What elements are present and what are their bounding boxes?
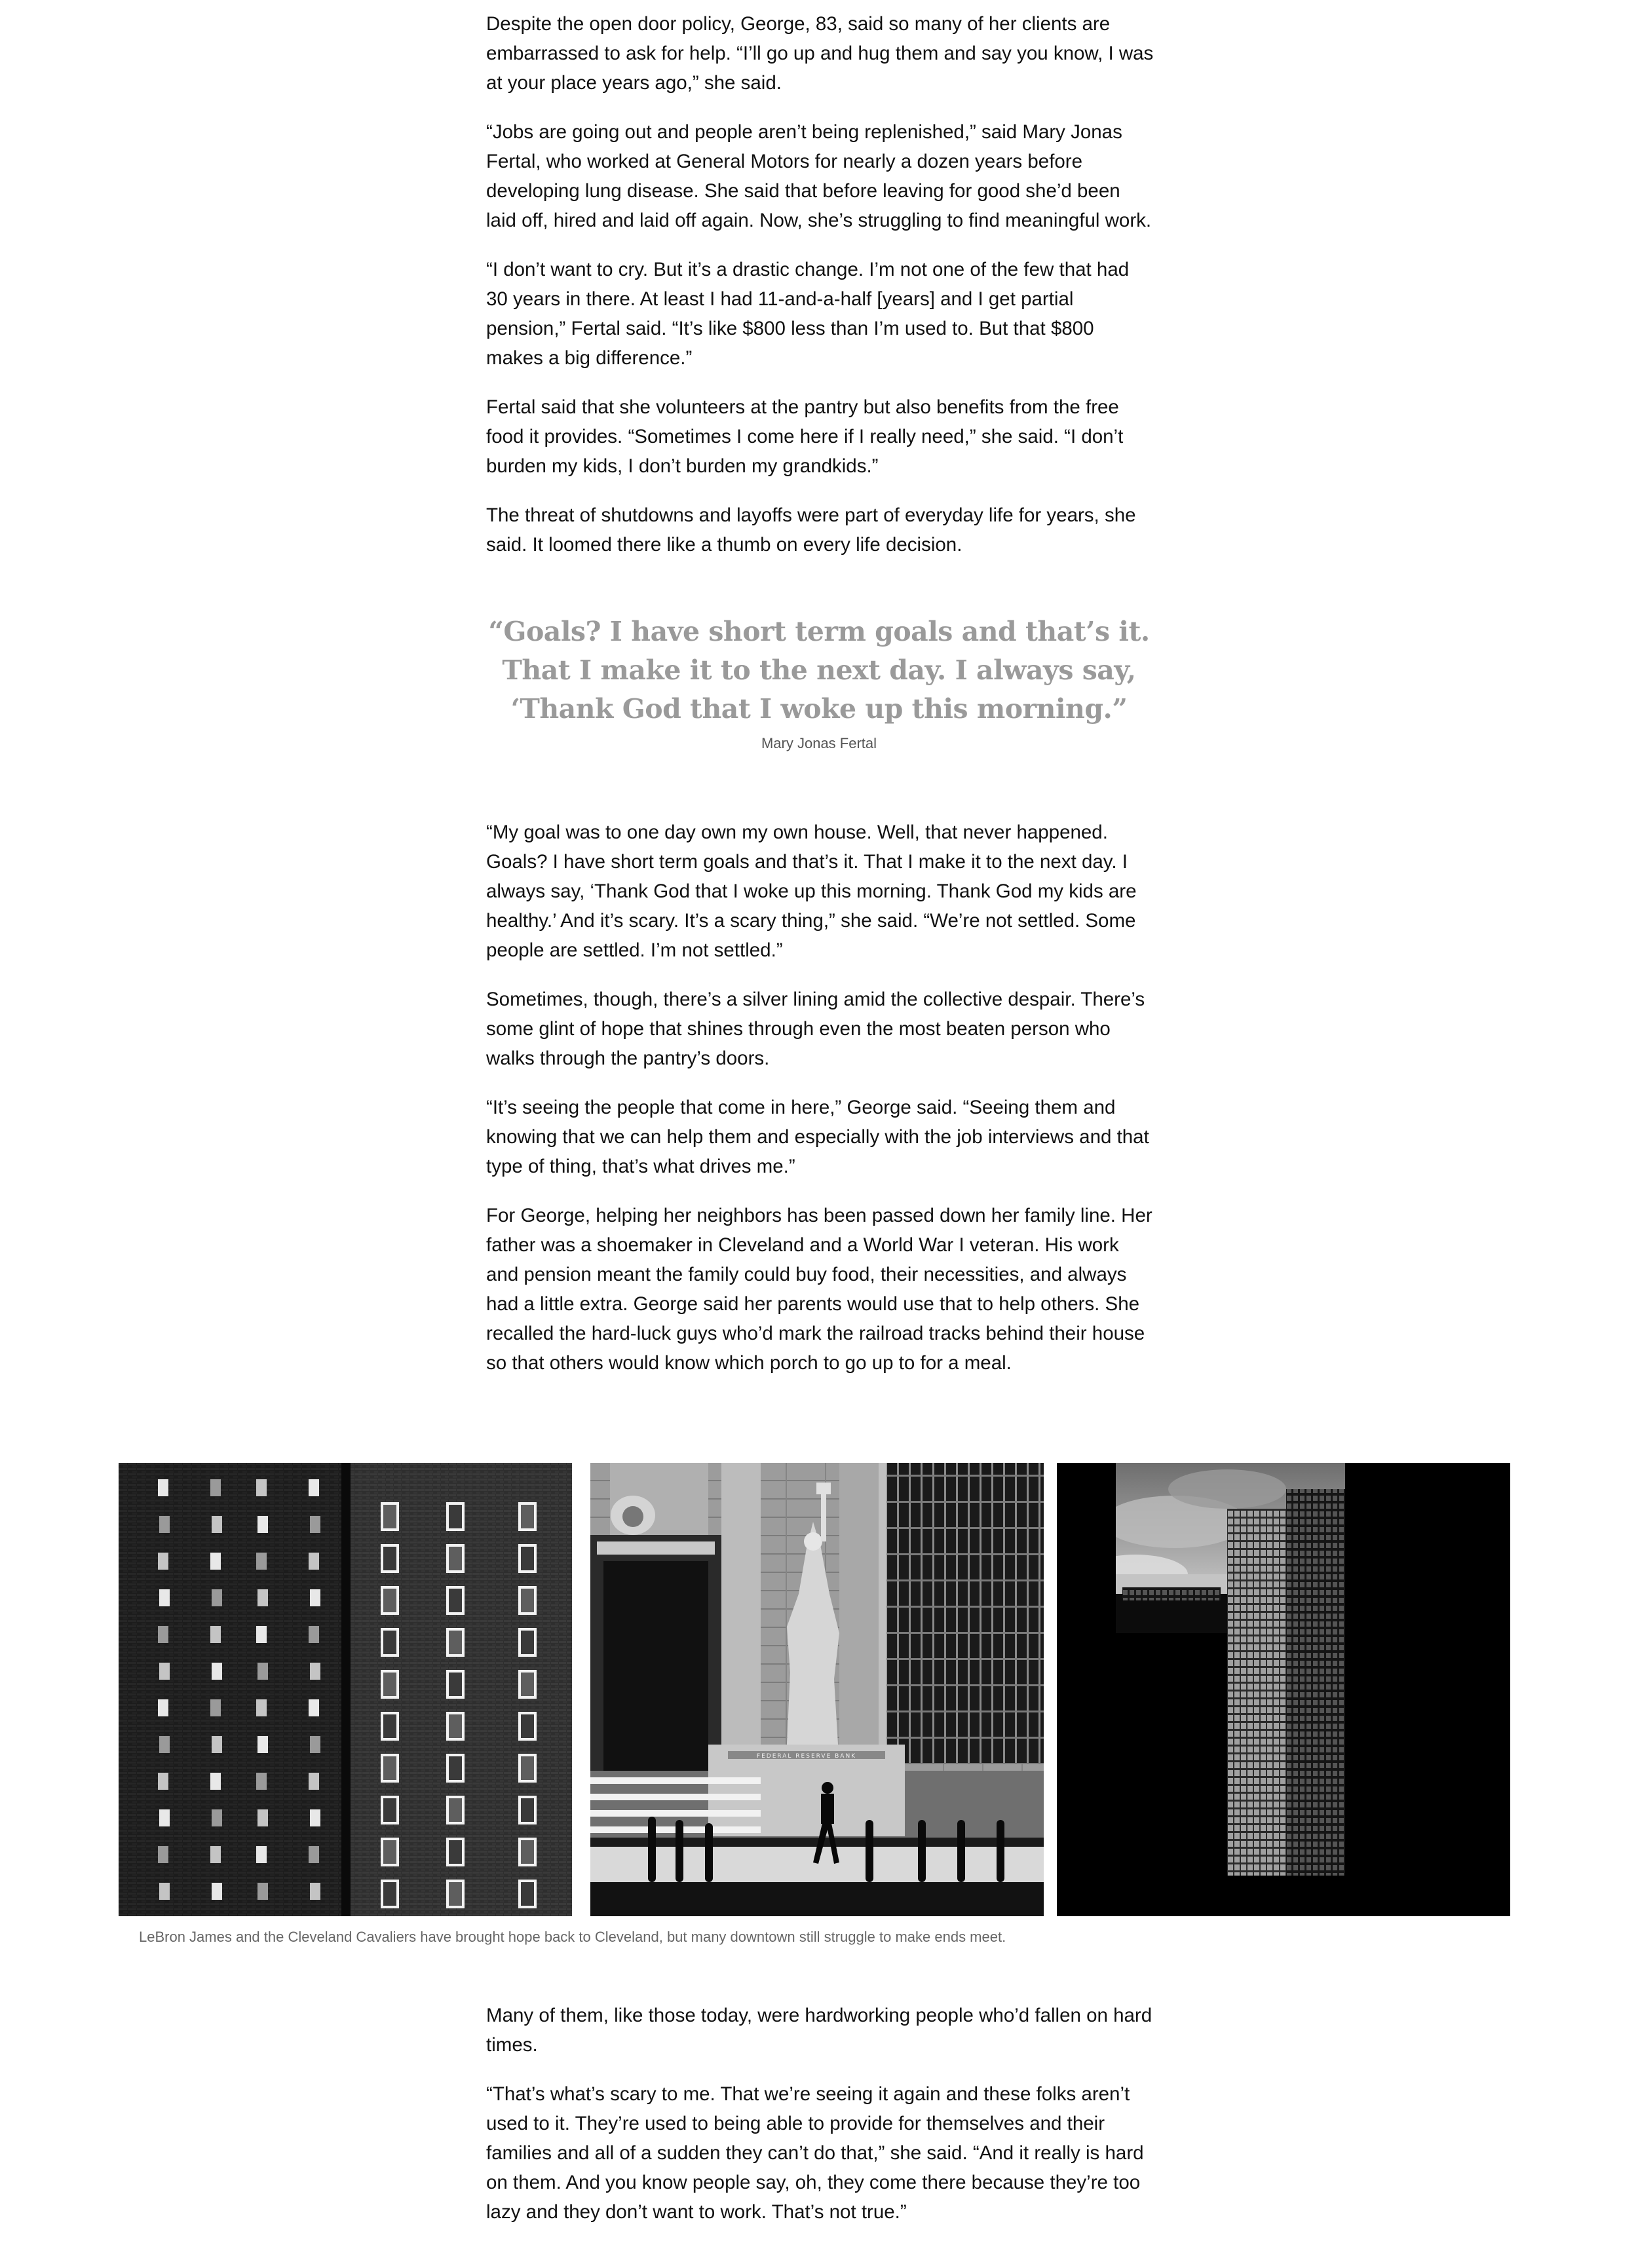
article-body-middle	[486, 818, 1154, 1397]
paragraph: “My goal was to one day own my own house. Well, that never happened. Goals? I have short term goals and that’s it. That I make it to the next day. I always say, ‘Thank God that I woke up this morning. Thank God my kids are healthy.’ And it’s scary. It’s a scary thing,” she said. “We’re not settled. Some people are settled. I’m not settled.”	[486, 822, 1137, 961]
article-body-bottom	[486, 2001, 1154, 2246]
federal-reserve-sign-text: FEDERAL RESERVE BANK	[756, 1753, 857, 1760]
gallery-photo-apartments[interactable]	[119, 1463, 572, 1916]
paragraph: Sometimes, though, there’s a silver lining amid the collective despair. There’s some glint of hope that shines through even the most beaten person who walks through the pantry’s doors.	[486, 989, 1145, 1069]
paragraph: Despite the open door policy, George, 83, said so many of her clients are embarrassed to ask for help. “I’ll go up and hug them and say you know, I was at your place years ago,” she said.	[486, 13, 1154, 94]
paragraph: Many of them, like those today, were hardworking people who’d fallen on hard times.	[486, 2005, 1152, 2056]
gallery-photo-federal-reserve[interactable]	[590, 1463, 1044, 1916]
paragraph: The threat of shutdowns and layoffs were part of everyday life for years, she said. It loomed there like a thumb on every life decision.	[486, 504, 1136, 556]
pull-quote-text: “Goals? I have short term goals and that’s it. That I make it to the next day. I always say, ‘Thank God that I woke up this morning.”	[488, 616, 1150, 725]
pull-quote-attribution: Mary Jonas Fertal	[761, 735, 877, 751]
paragraph: “I don’t want to cry. But it’s a drastic change. I’m not one of the few that had 30 years in there. At least I had 11-and-a-half [years] and I get partial pension,” Fertal said. “It’s like $800 less than I’m used to. But that $800 makes a big difference.”	[486, 259, 1130, 369]
federal-reserve-photo-image	[590, 1463, 1044, 1916]
paragraph: Fertal said that she volunteers at the pantry but also benefits from the free food it provides. “Sometimes I come here if I really need,” she said. “I don’t burden my kids, I don’t burden my grandkids.”	[486, 396, 1124, 477]
skyscrapers-photo-image	[1057, 1463, 1510, 1916]
paragraph: “Jobs are going out and people aren’t being replenished,” said Mary Jonas Fertal, who worked at General Motors for nearly a dozen years before developing lung disease. She said that before leaving for good she’d been laid off, hired and laid off again. Now, she’s struggling to find meaningful work.	[486, 121, 1152, 231]
article-body-top	[486, 9, 1154, 579]
gallery-caption: LeBron James and the Cleveland Cavaliers have brought hope back to Cleveland, but many downtown still struggle to make ends meet.	[139, 1929, 1006, 1945]
photo-gallery	[119, 1463, 1510, 1916]
paragraph: For George, helping her neighbors has been passed down her family line. Her father was a shoemaker in Cleveland and a World War I veteran. His work and pension meant the family could buy food, their necessities, and always had a little extra. George said her parents would use that to help others. She recalled the hard-luck guys who’d mark the railroad tracks behind their house so that others would know which porch to go up to for a meal.	[486, 1205, 1152, 1374]
gallery-photo-skyscrapers[interactable]	[1057, 1463, 1510, 1916]
paragraph: “That’s what’s scary to me. That we’re seeing it again and these folks aren’t used to it. They’re used to being able to provide for themselves and their families and all of a sudden they can’t do that,” she said. “And it really is hard on them. And you know people say, oh, they come there because they’re too lazy and they don’t want to work. That’s not true.”	[486, 2083, 1144, 2223]
pull-quote	[459, 613, 1179, 753]
paragraph: “It’s seeing the people that come in here,” George said. “Seeing them and knowing that we can help them and especially with the job interviews and that type of thing, that’s what drives me.”	[486, 1097, 1149, 1177]
apartments-photo-image	[119, 1463, 572, 1916]
